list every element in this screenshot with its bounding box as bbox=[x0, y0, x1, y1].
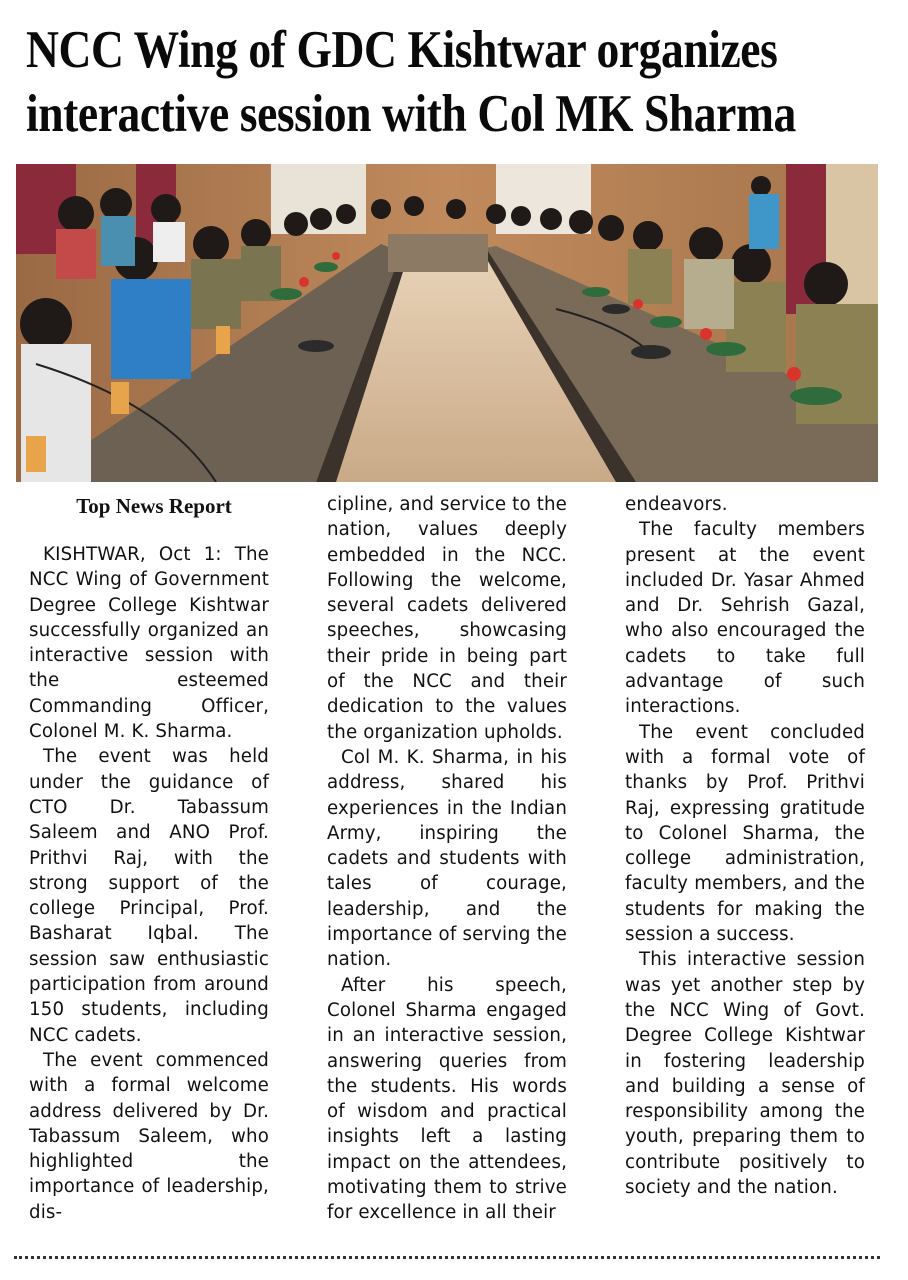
article-column-2 bbox=[327, 492, 567, 1226]
dotted-divider bbox=[14, 1256, 880, 1259]
paragraph: The event commenced with a formal welcome address delivered by Dr. Tabassum Saleem, who highlighted the importance of leadership, dis- bbox=[29, 1049, 269, 1223]
paragraph: After his speech, Colonel Sharma engaged in an interactive session, answering queries from the students. His words of wisdom and practical insights left a lasting impact on the attendees, motivating them to strive for excellence in all their bbox=[327, 974, 567, 1224]
paragraph: This interactive session was yet another step by the NCC Wing of Govt. Degree College Kishtwar in fostering leadership and building a sense of responsibility among the youth, preparing them to contribute positively to society and the nation. bbox=[625, 949, 865, 1199]
paragraph: Col M. K. Sharma, in his address, shared his experiences in the Indian Army, inspiring the cadets and students with tales of courage, leadership, and the importance of serving the nation. bbox=[327, 746, 567, 971]
article-column-3 bbox=[625, 492, 865, 1200]
event-photo bbox=[16, 164, 878, 482]
article-column-1 bbox=[29, 542, 269, 1225]
paragraph: endeavors. bbox=[625, 494, 728, 515]
paragraph: cipline, and service to the nation, values deeply embedded in the NCC. Following the welcome, several cadets delivered speeches, showcasing their pride in being part of the NCC and their dedication to the values the organization upholds. bbox=[327, 494, 567, 743]
paragraph: The event concluded with a formal vote of thanks by Prof. Prithvi Raj, expressing gratitude to Colonel Sharma, the college administration, faculty members, and the students for making the session a success. bbox=[625, 721, 865, 946]
paragraph: KISHTWAR, Oct 1: The NCC Wing of Government Degree College Kishtwar successfully organized an interactive session with the esteemed Commanding Officer, Colonel M. K. Sharma. bbox=[29, 544, 269, 743]
paragraph: The event was held under the guidance of CTO Dr. Tabassum Saleem and ANO Prof. Prithvi Raj, with the strong support of the college Principal, Prof. Basharat Iqbal. The session saw enthusiastic participation from around 150 students, including NCC cadets. bbox=[29, 746, 269, 1046]
event-photo-illustration bbox=[16, 164, 878, 482]
byline: Top News Report bbox=[76, 494, 232, 518]
headline-line-2: interactive session with Col MK Sharma bbox=[26, 85, 796, 143]
headline bbox=[26, 18, 796, 146]
headline-line-1: NCC Wing of GDC Kishtwar organizes bbox=[26, 21, 778, 79]
paragraph: The faculty members present at the event included Dr. Yasar Ahmed and Dr. Sehrish Gazal, who also encouraged the cadets to take full advantage of such interactions. bbox=[625, 519, 865, 718]
